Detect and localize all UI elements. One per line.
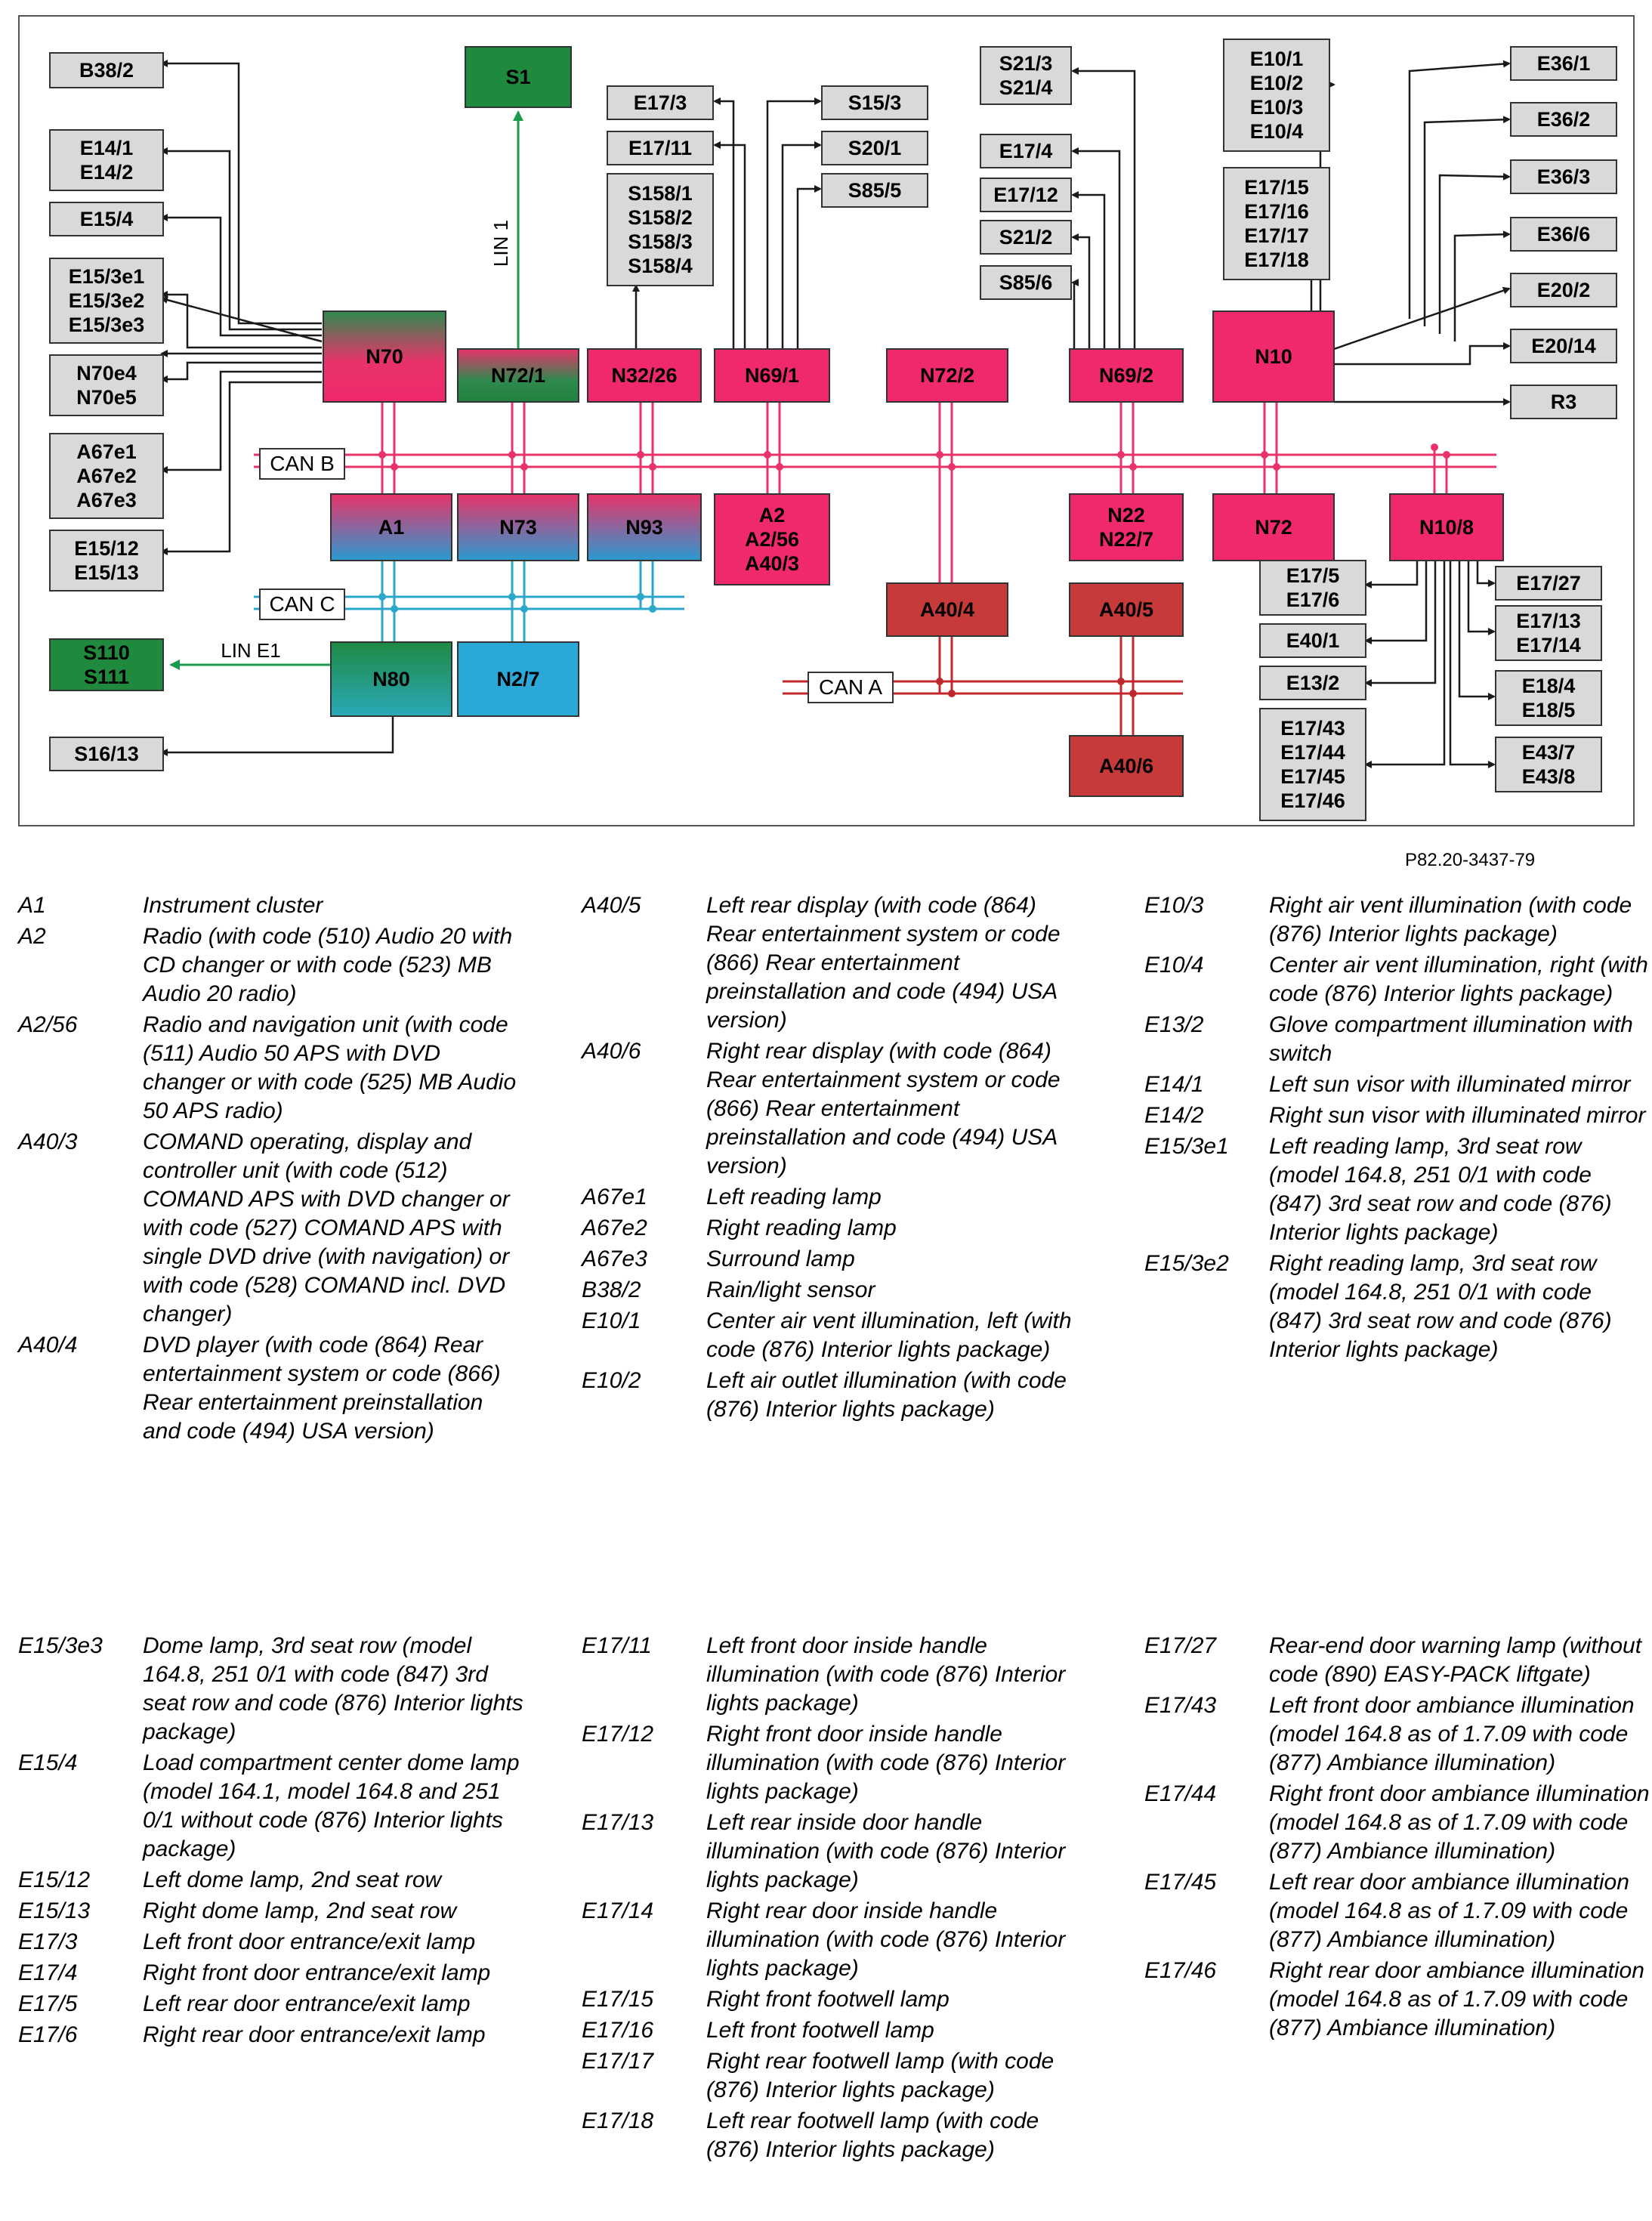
- legend-description: Right dome lamp, 2nd seat row: [143, 1898, 457, 1923]
- component-label: S20/1: [848, 137, 902, 159]
- component-a40-5: [1070, 583, 1183, 636]
- legend-entry: [1144, 891, 1652, 949]
- legend-description: Right rear door inside handle illumination (with code (876) Interior lights package): [706, 1898, 1066, 1981]
- legend-entry: [582, 1245, 1095, 1274]
- legend-code: A2/56: [18, 1012, 78, 1037]
- legend-code: E15/4: [18, 1750, 78, 1775]
- legend-description: Instrument cluster: [143, 893, 323, 918]
- legend-entry: [1144, 1868, 1652, 1954]
- legend-entry: [18, 2021, 532, 2050]
- legend-entry: [18, 922, 532, 1009]
- component-label: E43/7 E43/8: [1521, 741, 1576, 788]
- component-label: A1: [378, 516, 405, 539]
- legend-entry: [1144, 1101, 1652, 1130]
- legend-description: Left sun visor with illuminated mirror: [1269, 1072, 1631, 1097]
- component-a1: [331, 494, 452, 561]
- component-label: N72/1: [490, 364, 546, 387]
- component-e17-3: [607, 86, 713, 119]
- legend-code: E15/3e3: [18, 1633, 103, 1658]
- component-n2-7: [458, 642, 579, 716]
- component-label: N72/2: [919, 364, 975, 387]
- legend-description: Right rear door ambiance illumination (model 164.8 as of 1.7.09 with code (877) Ambiance illumination): [1269, 1958, 1644, 2040]
- component-n73: [458, 494, 579, 561]
- legend-description: COMAND operating, display and controller unit (with code (512) COMAND APS with DVD changer or with code (527) COMAND APS with single DVD drive (with navigation) or with code (528) COMAND incl. DVD changer): [143, 1129, 510, 1327]
- legend-description: Left rear door ambiance illumination (model 164.8 as of 1.7.09 with code (877) Ambiance illumination): [1269, 1870, 1629, 1952]
- component-e18-4: [1496, 671, 1601, 725]
- legend-entry: [18, 1928, 532, 1957]
- component-e36-1: [1511, 47, 1616, 80]
- can-c-label: [260, 589, 344, 619]
- component-label: N80: [372, 668, 410, 690]
- legend-code: E15/3e2: [1144, 1251, 1229, 1276]
- component-label: E18/4 E18/5: [1521, 675, 1576, 721]
- component-label: E17/43 E17/44 E17/45 E17/46: [1280, 717, 1345, 812]
- component-s85-6: [980, 266, 1071, 299]
- legend-code: E14/1: [1144, 1072, 1204, 1097]
- legend-description: Right sun visor with illuminated mirror: [1269, 1103, 1646, 1128]
- component-label: S16/13: [74, 743, 139, 765]
- component-e13-2: [1260, 666, 1366, 700]
- component-n10-8: [1390, 494, 1503, 561]
- legend-code: A67e3: [582, 1246, 647, 1271]
- legend-description: Radio (with code (510) Audio 20 with CD changer or with code (523) MB Audio 20 radio): [143, 924, 513, 1006]
- legend-description: Right rear display (with code (864) Rear entertainment system or code (866) Rear entertainment preinstallation and code (494) USA version): [706, 1039, 1061, 1178]
- component-e17-5: [1260, 561, 1366, 615]
- legend-description: Right rear footwell lamp (with code (876) Interior lights package): [706, 2049, 1055, 2102]
- legend-entry: [582, 1307, 1095, 1364]
- legend-description: DVD player (with code (864) Rear entertainment system or code (866) Rear entertainment preinstallation and code (494) USA version): [143, 1333, 501, 1444]
- legend-code: E17/45: [1144, 1870, 1217, 1895]
- legend-section2-col2: [582, 1632, 1095, 2167]
- component-label: E20/14: [1531, 335, 1596, 357]
- legend-code: A40/5: [582, 893, 641, 918]
- legend-entry: [1144, 1011, 1652, 1068]
- component-label: E10/1 E10/2 E10/3 E10/4: [1249, 48, 1304, 143]
- component-s21-3: [980, 47, 1071, 104]
- legend-entry: [582, 1809, 1095, 1895]
- legend-code: A40/4: [18, 1333, 78, 1358]
- legend-code: A40/3: [18, 1129, 78, 1154]
- legend-entry: [18, 1866, 532, 1895]
- component-label: E17/11: [628, 137, 693, 159]
- legend-entry: [18, 1897, 532, 1926]
- svg-text:CAN B: CAN B: [270, 452, 335, 475]
- component-n72: [1213, 494, 1334, 561]
- component-label: S158/1 S158/2 S158/3 S158/4: [628, 182, 693, 277]
- legend-code: E17/11: [582, 1633, 652, 1658]
- legend-entry: [582, 2016, 1095, 2045]
- component-e36-2: [1511, 103, 1616, 136]
- legend-code: E10/3: [1144, 893, 1204, 918]
- component-a67e: [50, 434, 163, 518]
- figure-reference: P82.20-3437-79: [1405, 850, 1536, 870]
- component-label: E17/13 E17/14: [1516, 610, 1581, 656]
- component-s16-13: [50, 737, 163, 771]
- component-e17-4: [980, 134, 1071, 168]
- component-label: N10: [1255, 345, 1292, 368]
- component-label: E36/2: [1536, 108, 1591, 131]
- component-e43-7: [1496, 737, 1601, 792]
- component-e20-14: [1511, 329, 1616, 363]
- component-label: A40/6: [1098, 755, 1154, 777]
- component-a2: [715, 494, 829, 585]
- legend-entry: [582, 1632, 1095, 1718]
- wiring-diagram: [18, 15, 1635, 826]
- component-label: A67e1 A67e2 A67e3: [76, 440, 137, 511]
- component-label: N69/1: [744, 364, 800, 387]
- legend-entry: [18, 1990, 532, 2019]
- legend-description: Left front door inside handle illumination (with code (876) Interior lights package): [706, 1633, 1066, 1716]
- legend-code: A2: [18, 924, 46, 949]
- component-e17-13: [1496, 606, 1601, 660]
- component-label: E13/2: [1286, 672, 1340, 694]
- legend-description: Left rear display (with code (864) Rear entertainment system or code (866) Rear entertainment preinstallation and code (494) USA version): [706, 893, 1061, 1033]
- legend-description: Radio and navigation unit (with code (511) Audio 50 APS with DVD changer or with code (525) MB Audio 50 APS radio): [143, 1012, 517, 1123]
- component-label: E17/12: [993, 184, 1058, 206]
- component-label: E15/12 E15/13: [74, 537, 139, 584]
- component-label: E17/27: [1516, 572, 1581, 595]
- legend-description: Left front door ambiance illumination (model 164.8 as of 1.7.09 with code (877) Ambiance illumination): [1269, 1693, 1635, 1775]
- legend-entry: [582, 1214, 1095, 1243]
- component-s20-1: [822, 131, 928, 165]
- legend-description: Rain/light sensor: [706, 1277, 875, 1302]
- component-a40-6: [1070, 736, 1183, 796]
- legend-description: Left dome lamp, 2nd seat row: [143, 1867, 442, 1892]
- legend-description: Left air outlet illumination (with code (876) Interior lights package): [706, 1368, 1067, 1422]
- component-e36-6: [1511, 218, 1616, 251]
- legend-description: Right front door ambiance illumination (model 164.8 as of 1.7.09 with code (877) Ambiance illumination): [1269, 1781, 1650, 1864]
- component-label: B38/2: [79, 59, 134, 82]
- component-e17-12: [980, 178, 1071, 212]
- legend-entry: [18, 1331, 532, 1446]
- component-n80: [331, 642, 452, 716]
- component-label: E20/2: [1536, 279, 1591, 301]
- component-label: E17/4: [999, 140, 1053, 162]
- component-n69-1: [715, 349, 829, 402]
- legend-entry: [1144, 1250, 1652, 1364]
- legend-code: E10/1: [582, 1308, 641, 1333]
- component-s21-2: [980, 221, 1071, 254]
- legend-description: Right front door inside handle illumination (with code (876) Interior lights package): [706, 1722, 1066, 1804]
- legend-code: E17/6: [18, 2022, 78, 2047]
- component-e14: [50, 130, 163, 190]
- component-n70: [323, 311, 446, 402]
- component-n32-26: [588, 349, 701, 402]
- legend-entry: [18, 1128, 532, 1329]
- component-n70e: [50, 355, 163, 415]
- component-label: N73: [499, 516, 537, 539]
- legend-code: E17/4: [18, 1960, 78, 1985]
- legend-description: Load compartment center dome lamp (model 164.1, model 164.8 and 251 0/1 without code (876) Interior lights package): [143, 1750, 520, 1861]
- legend-entry: [1144, 1070, 1652, 1099]
- legend-description: Right front footwell lamp: [706, 1987, 950, 2012]
- legend-code: E15/13: [18, 1898, 91, 1923]
- component-label: A40/4: [919, 598, 975, 621]
- legend-entry: [582, 1367, 1095, 1424]
- legend-entry: [18, 1632, 532, 1747]
- legend-code: E17/18: [582, 2108, 654, 2133]
- legend-code: A67e1: [582, 1185, 647, 1209]
- component-label: E17/15 E17/16 E17/17 E17/18: [1244, 176, 1309, 271]
- legend-code: A67e2: [582, 1216, 647, 1240]
- legend-code: B38/2: [582, 1277, 641, 1302]
- legend-code: E15/3e1: [1144, 1134, 1229, 1159]
- legend-description: Right reading lamp: [706, 1216, 897, 1240]
- component-e17-15: [1224, 168, 1329, 280]
- lin-1-label: LIN 1: [489, 219, 512, 267]
- legend-code: E10/2: [582, 1368, 641, 1393]
- legend-description: Right front door entrance/exit lamp: [143, 1960, 491, 1985]
- component-label: A40/5: [1098, 598, 1154, 621]
- component-label: N2/7: [496, 668, 540, 690]
- component-label: E17/5 E17/6: [1286, 564, 1340, 611]
- component-label: N32/26: [611, 364, 678, 387]
- component-label: S15/3: [848, 91, 902, 114]
- legend-description: Surround lamp: [706, 1246, 855, 1271]
- component-e17-11: [607, 131, 713, 165]
- legend-entry: [18, 1749, 532, 1864]
- legend-code: A40/6: [582, 1039, 641, 1064]
- component-e40-1: [1260, 624, 1366, 657]
- legend-code: E17/13: [582, 1810, 654, 1835]
- legend-description: Glove compartment illumination with switch: [1269, 1012, 1633, 1066]
- can-b-label: [260, 449, 344, 479]
- component-e15-3e: [50, 258, 163, 343]
- legend-code: E13/2: [1144, 1012, 1204, 1037]
- legend-code: E17/46: [1144, 1958, 1217, 1983]
- component-label: N70: [366, 345, 403, 368]
- legend-description: Left reading lamp: [706, 1185, 882, 1209]
- component-b38-2: [50, 53, 163, 88]
- legend-entry: [1144, 1780, 1652, 1866]
- legend-entry: [1144, 1691, 1652, 1778]
- svg-text:CAN C: CAN C: [269, 592, 335, 616]
- lin-e1-label: LIN E1: [221, 639, 281, 662]
- legend-description: Dome lamp, 3rd seat row (model 164.8, 251 0/1 with code (847) 3rd seat row and code (876) Interior lights package): [143, 1633, 523, 1744]
- component-s158: [607, 174, 713, 286]
- legend-entry: [1144, 1957, 1652, 2043]
- component-s1: [465, 47, 571, 107]
- component-a40-4: [887, 583, 1008, 636]
- legend-description: Rear-end door warning lamp (without code (890) EASY-PACK liftgate): [1269, 1633, 1642, 1687]
- legend-code: E17/16: [582, 2018, 654, 2043]
- legend-entry: [582, 2107, 1095, 2164]
- bus-labels: [221, 220, 893, 703]
- component-label: R3: [1550, 391, 1577, 413]
- legend-section1-col1: [18, 891, 532, 1448]
- legend-code: E17/5: [18, 1991, 78, 2016]
- legend-entry: [1144, 1632, 1652, 1689]
- component-s110: [50, 639, 163, 690]
- legend-section1-col3: [1144, 891, 1652, 1367]
- legend-code: A1: [18, 893, 46, 918]
- component-n93: [588, 494, 701, 561]
- legend-description: Left rear door entrance/exit lamp: [143, 1991, 471, 2016]
- legend-section1-col2: [582, 891, 1095, 1426]
- legend-code: E17/14: [582, 1898, 654, 1923]
- component-s15-3: [822, 86, 928, 119]
- legend-code: E14/2: [1144, 1103, 1204, 1128]
- component-e20-2: [1511, 273, 1616, 307]
- component-label: E36/1: [1536, 52, 1591, 75]
- legend-description: Left rear footwell lamp (with code (876) Interior lights package): [706, 2108, 1039, 2162]
- legend-code: E17/12: [582, 1722, 654, 1747]
- can-a-label: [808, 672, 893, 703]
- component-s85-5: [822, 174, 928, 207]
- component-label: E40/1: [1286, 629, 1340, 652]
- component-label: S21/2: [999, 226, 1053, 249]
- legend-entry: [582, 891, 1095, 1035]
- legend-section2-col3: [1144, 1632, 1652, 2045]
- component-label: A2 A2/56 A40/3: [744, 504, 800, 575]
- legend-code: E17/43: [1144, 1693, 1217, 1718]
- component-label: N70e4 N70e5: [76, 362, 137, 409]
- component-n22: [1070, 494, 1183, 561]
- legend-code: E17/3: [18, 1929, 78, 1954]
- legend-entry: [1144, 1132, 1652, 1247]
- legend-description: Center air vent illumination, left (with code (876) Interior lights package): [706, 1308, 1072, 1362]
- legend-code: E10/4: [1144, 953, 1204, 978]
- component-label: E36/3: [1536, 165, 1591, 188]
- legend-entry: [582, 1985, 1095, 2014]
- legend-code: E17/17: [582, 2049, 654, 2074]
- legend-entry: [18, 891, 532, 920]
- legend-entry: [582, 1037, 1095, 1181]
- component-label: S1: [505, 66, 531, 88]
- component-label: N10/8: [1419, 516, 1474, 539]
- legend-description: Right reading lamp, 3rd seat row (model 164.8, 251 0/1 with code (847) 3rd seat row and code (876) Interior lights package): [1269, 1251, 1612, 1362]
- legend-entry: [582, 1897, 1095, 1983]
- legend-entry: [582, 2047, 1095, 2105]
- legend-description: Center air vent illumination, right (with code (876) Interior lights package): [1269, 953, 1648, 1006]
- component-label: E15/3e1 E15/3e2 E15/3e3: [68, 265, 145, 336]
- legend-description: Right air vent illumination (with code (876) Interior lights package): [1269, 893, 1632, 947]
- legend-entry: [18, 1011, 532, 1126]
- legend-code: E15/12: [18, 1867, 91, 1892]
- component-label: S85/5: [848, 179, 902, 202]
- legend-entry: [1144, 951, 1652, 1009]
- legend-code: E17/15: [582, 1987, 654, 2012]
- component-r3: [1511, 385, 1616, 419]
- legend-entry: [582, 1276, 1095, 1305]
- component-e17-27: [1496, 567, 1601, 600]
- legend-description: Right rear door entrance/exit lamp: [143, 2022, 486, 2047]
- component-label: E14/1 E14/2: [79, 137, 134, 184]
- legend-description: Left front door entrance/exit lamp: [143, 1929, 476, 1954]
- component-label: S110 S111: [83, 641, 130, 688]
- component-label: S21/3 S21/4: [999, 52, 1053, 99]
- component-label: N72: [1255, 516, 1292, 539]
- component-label: E15/4: [79, 208, 134, 230]
- legend-description: Left reading lamp, 3rd seat row (model 164.8, 251 0/1 with code (847) 3rd seat row and code (876) Interior lights package): [1269, 1134, 1612, 1245]
- legend-section2-col1: [18, 1632, 532, 2052]
- legend-code: E17/27: [1144, 1633, 1217, 1658]
- diagram-canvas: [20, 17, 1636, 828]
- legend-entry: [18, 1959, 532, 1988]
- legend-description: Left front footwell lamp: [706, 2018, 934, 2043]
- component-e17-43: [1260, 709, 1366, 820]
- component-n72-2: [887, 349, 1008, 402]
- component-n10: [1213, 311, 1334, 402]
- legend-entry: [582, 1183, 1095, 1212]
- component-label: S85/6: [999, 271, 1053, 294]
- component-e15-4: [50, 202, 163, 236]
- component-label: N22 N22/7: [1098, 504, 1154, 551]
- component-e36-3: [1511, 160, 1616, 193]
- component-n72-1: [458, 349, 579, 402]
- svg-text:CAN A: CAN A: [818, 675, 883, 699]
- component-label: E17/3: [633, 91, 687, 114]
- legend-code: E17/44: [1144, 1781, 1217, 1806]
- legend-description: Left rear inside door handle illumination (with code (876) Interior lights package): [706, 1810, 1066, 1892]
- component-e15-12: [50, 530, 163, 591]
- component-e10: [1224, 39, 1329, 151]
- component-label: E36/6: [1536, 223, 1591, 246]
- component-n69-2: [1070, 349, 1183, 402]
- legend-entry: [582, 1720, 1095, 1806]
- component-label: N69/2: [1098, 364, 1154, 387]
- component-label: N93: [625, 516, 663, 539]
